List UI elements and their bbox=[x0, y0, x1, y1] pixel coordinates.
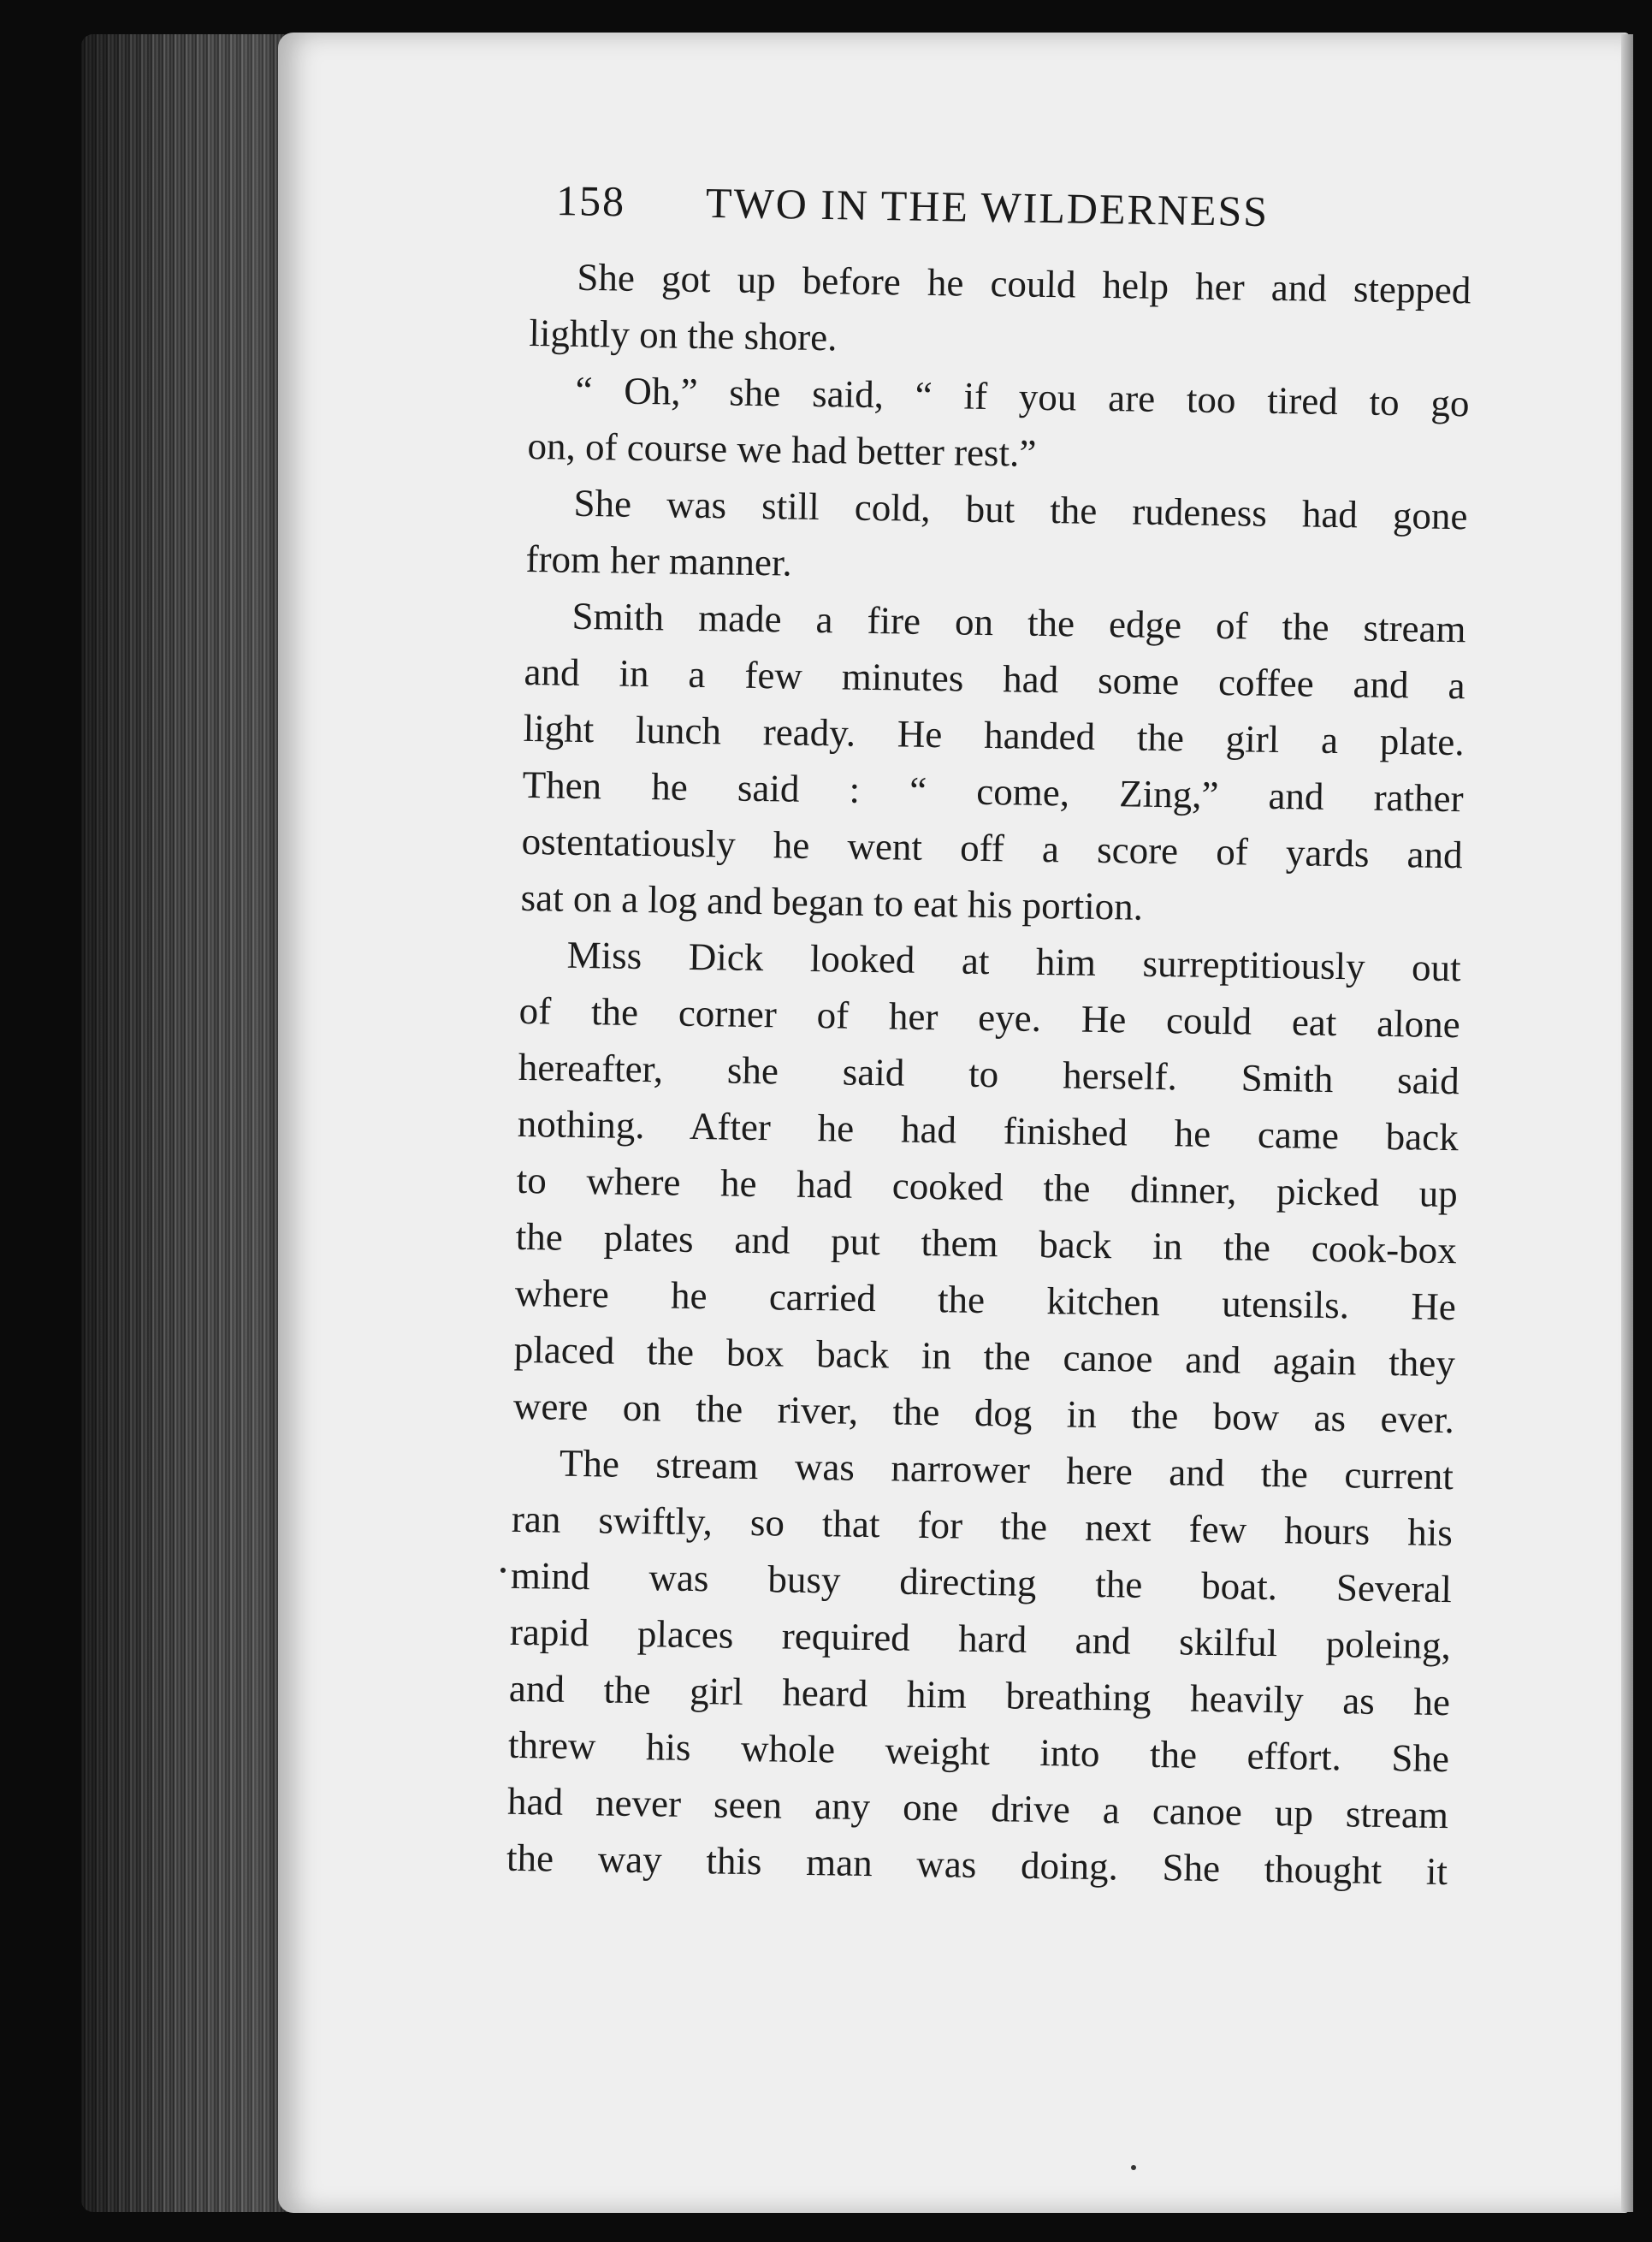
text-line: the plates and put them back in the cook-box bbox=[515, 1214, 1458, 1272]
text-line: hereafter, she said to herself. Smith said bbox=[518, 1045, 1460, 1103]
text-line: of the corner of her eye. He could eat alone bbox=[518, 988, 1461, 1047]
text-line: the way this man was doing. She thought it bbox=[506, 1836, 1448, 1894]
text-line: Then he said : “ come, Zing,” and rather bbox=[522, 762, 1464, 821]
text-line: to where he had cooked the dinner, picked up bbox=[516, 1158, 1459, 1216]
text-line: rapid places required hard and skilful poleing, bbox=[509, 1610, 1452, 1668]
text-line: She got up before he could help her and stepped bbox=[577, 255, 1471, 312]
text-line: mind was busy directing the boat. Several bbox=[510, 1553, 1453, 1611]
text-line: The stream was narrower here and the current bbox=[559, 1441, 1454, 1498]
book-page-edges bbox=[81, 34, 291, 2212]
page-right-edge bbox=[1621, 34, 1633, 2212]
text-line: “ Oh,” she said, “ if you are too tired to go bbox=[575, 368, 1470, 425]
text-line: were on the river, the dog in the bow as ever. bbox=[512, 1384, 1455, 1442]
text-line: lightly on the shore. bbox=[529, 311, 838, 359]
text-line: Smith made a fire on the edge of the stream bbox=[571, 594, 1466, 651]
text-line: sat on a log and began to eat his portion. bbox=[520, 875, 1144, 928]
text-line: had never seen any one drive a canoe up stream bbox=[506, 1779, 1449, 1837]
text-line: and in a few minutes had some coffee and a bbox=[524, 649, 1465, 708]
page-header bbox=[555, 175, 1326, 247]
text-line: where he carried the kitchen utensils. He bbox=[514, 1271, 1457, 1329]
running-title: TWO IN THE WILDERNESS bbox=[705, 178, 1270, 236]
text-line: ran swiftly, so that for the next few hours his bbox=[511, 1497, 1454, 1555]
text-line: and the girl heard him breathing heavily as he bbox=[508, 1666, 1451, 1724]
body-text bbox=[506, 248, 1471, 1900]
text-line: ostentatiously he went off a score of yards and bbox=[521, 819, 1463, 877]
text-line: on, of course we had better rest.” bbox=[527, 424, 1037, 475]
text-line: nothing. After he had finished he came back bbox=[517, 1101, 1460, 1160]
page-number: 158 bbox=[555, 176, 626, 226]
text-line: threw his whole weight into the effort. She bbox=[507, 1723, 1450, 1781]
text-line: Miss Dick looked at him surreptitiously out bbox=[566, 933, 1462, 990]
page-speck bbox=[1131, 2165, 1136, 2170]
text-line: She was still cold, but the rudeness had gone bbox=[573, 481, 1468, 538]
text-line: from her manner. bbox=[525, 537, 793, 584]
text-line: placed the box back in the canoe and again they bbox=[513, 1327, 1456, 1385]
text-line: light lunch ready. He handed the girl a plate. bbox=[523, 706, 1465, 764]
margin-mark bbox=[500, 1568, 506, 1573]
